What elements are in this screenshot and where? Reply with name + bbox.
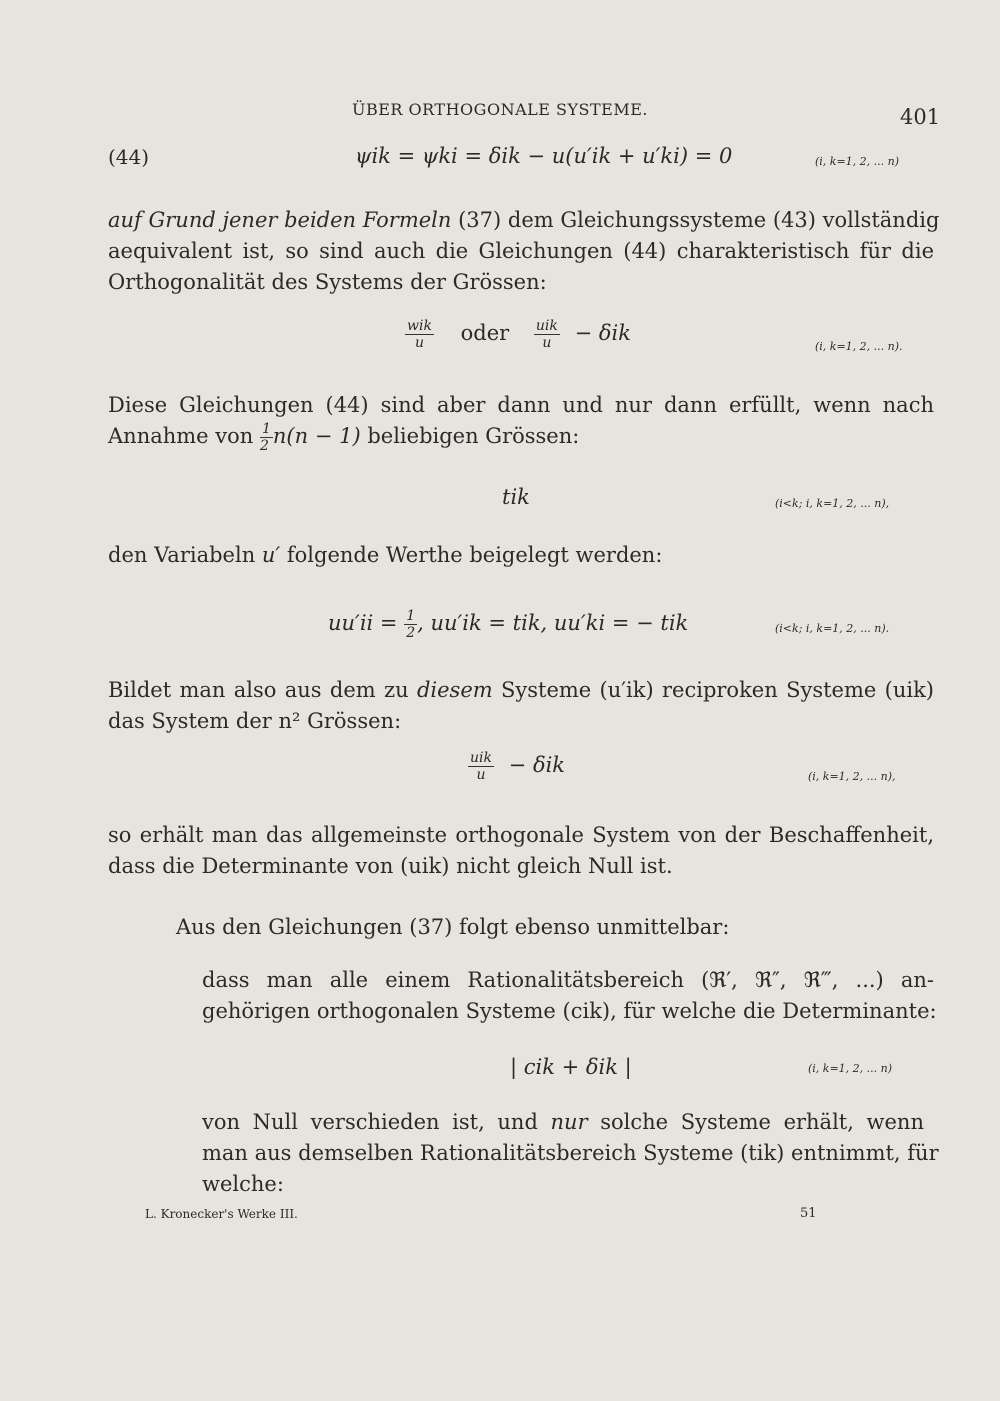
equation-a-condition: (i, k=1, 2, ... n).: [815, 340, 903, 353]
fraction-half: $\frac{1}{2}$: [406, 608, 416, 641]
page-number: 401: [900, 105, 941, 129]
text-line: gehörigen orthogonalen Systeme (cik), für welche die Determinante:: [202, 999, 937, 1023]
footer-source: L. Kronecker's Werke III.: [145, 1207, 298, 1221]
equation-44-condition: (i, k=1, 2, ... n): [815, 155, 900, 168]
text-line: dass die Determinante von (uik) nicht gleich Null ist.: [108, 854, 673, 878]
fraction: $\frac{\text{wik}}{u}$: [407, 318, 432, 351]
equation-uu: uu′ii = $\frac{1}{2}$ , uu′ik = tik, uu′ki = − tik: [328, 608, 689, 641]
paragraph-2: [108, 390, 934, 454]
text-span: beliebigen Grössen:: [360, 424, 580, 448]
equation-c-condition: (i, k=1, 2, ... n),: [808, 770, 896, 783]
fraction: $\frac{\text{uik}}{u}$: [470, 750, 492, 783]
text-line: das System der n² Grössen:: [108, 709, 402, 733]
equation-w-over-u: [405, 318, 631, 351]
text-line: dass man alle einem Rationalitätsbereich (ℜ′, ℜ″, ℜ‴, ...) an-: [202, 968, 934, 992]
paragraph-3: den Variabeln u′ folgende Werthe beigelegt werden:: [108, 543, 663, 567]
math-inline: n(n − 1): [272, 424, 361, 448]
word-oder: oder: [460, 321, 510, 345]
footer-signature: 51: [800, 1206, 817, 1221]
equation-determinant: | cik + δik |: [510, 1055, 632, 1079]
italic-word: diesem: [416, 678, 493, 702]
paragraph-4: Bildet man also aus dem zu diesem Systeme (u′ik) reciproken Systeme (uik) das System der n² Grössen:: [108, 675, 934, 737]
paragraph-6: [176, 912, 934, 943]
paragraph-5: [108, 820, 934, 882]
equation-d-condition: (i, k=1, 2, ... n): [808, 1062, 893, 1075]
fraction-half: $\frac{1}{2}$: [259, 421, 271, 454]
italic-phrase: auf Grund jener beiden Formeln: [108, 208, 452, 232]
paragraph-1: [108, 205, 940, 298]
italic-word: nur: [550, 1110, 588, 1134]
equation-t: tik: [502, 485, 530, 509]
text-line: Aus den Gleichungen (37) folgt ebenso unmittelbar:: [176, 915, 730, 939]
paragraph-8: von Null verschieden ist, und nur solche Systeme erhält, wenn man aus demselben Rationalitätsbereich Systeme (tik) entnimmt, für welche:: [202, 1107, 924, 1200]
fraction: $\frac{\text{uik}}{u}$: [535, 318, 558, 351]
text-line: aequivalent ist, so sind auch die Gleichungen (44) charakteristisch für die: [108, 239, 934, 263]
equation-t-condition: (i<k; i, k=1, 2, ... n),: [775, 497, 890, 510]
text-line: Diese Gleichungen (44) sind aber dann und nur dann erfüllt, wenn nach: [108, 393, 934, 417]
paragraph-7: [202, 965, 937, 1027]
text-span: Annahme von: [108, 424, 260, 448]
running-header: ÜBER ORTHOGONALE SYSTEME.: [351, 100, 648, 119]
equation-44: ψik = ψki = δik − u(u′ik + u′ki) = 0: [355, 144, 733, 168]
equation-b-condition: (i<k; i, k=1, 2, ... n).: [775, 622, 890, 635]
text-span: (37) dem Gleichungssysteme (43) vollständig: [451, 208, 940, 232]
variable-u: u′: [261, 543, 281, 567]
text-line: Orthogonalität des Systems der Grössen:: [108, 270, 547, 294]
text-line: man aus demselben Rationalitätsbereich Systeme (tik) entnimmt, für: [202, 1141, 939, 1165]
text-line: welche:: [202, 1172, 284, 1196]
equation-tail: − δik: [574, 321, 631, 345]
text-line: so erhält man das allgemeinste orthogonale System von der Beschaffenheit,: [108, 823, 934, 847]
equation-u-over-u: $\frac{\text{uik}}{u}$ − δik: [470, 750, 566, 783]
equation-number: (44): [108, 145, 150, 169]
